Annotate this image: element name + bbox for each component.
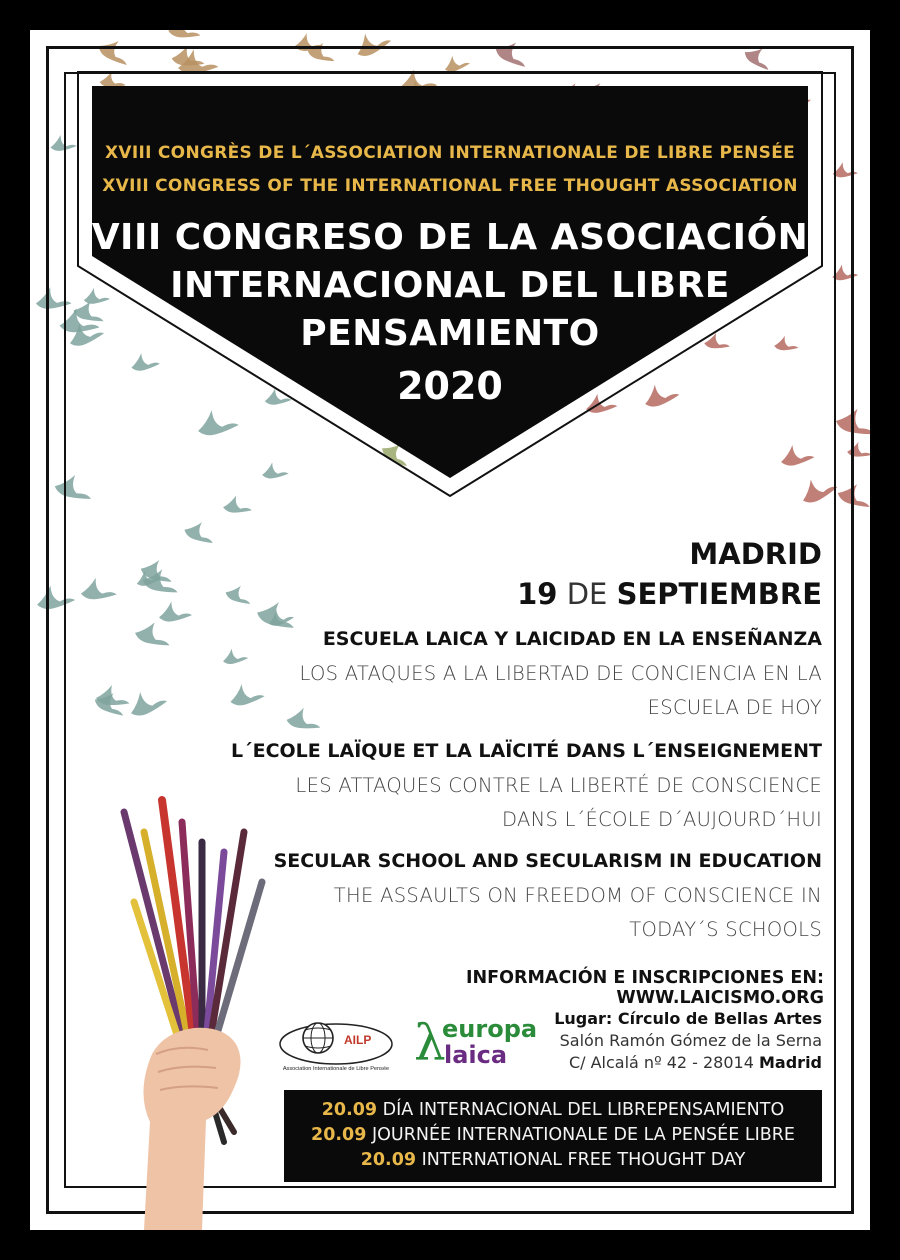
ailp-logo [278, 1014, 396, 1074]
day-line-fr [284, 1123, 822, 1148]
venue-address-prefix: C/ Alcalá nº 42 - 28014 [568, 1053, 754, 1072]
title-line-3: PENSAMIENTO [300, 313, 600, 354]
day-line-en [284, 1148, 822, 1173]
days-box [284, 1090, 822, 1182]
laica-word: laica [444, 1041, 508, 1069]
event-de: DE [566, 577, 608, 611]
topic-title-fr: L´ECOLE LAÏQUE ET LA LAÏCITÉ DANS L´ENSEIGNEMENT [231, 740, 822, 762]
info-registration: INFORMACIÓN E INSCRIPCIONES EN: WWW.LAICISMO.ORG [466, 968, 824, 1008]
globe-icon [303, 1023, 333, 1053]
day-date: 20.09 [360, 1150, 417, 1170]
event-day: 19 [517, 577, 558, 611]
lambda-icon: λ [414, 1014, 446, 1072]
title-year: 2020 [397, 364, 503, 408]
day-date: 20.09 [321, 1100, 378, 1120]
venue-address-city: Madrid [759, 1053, 822, 1072]
topic-subtitle-fr: LES ATTAQUES CONTRE LA LIBERTÉ DE CONSCIENCE DANS L´ÉCOLE D´AUJOURD´HUI [295, 774, 822, 831]
venue-address [554, 1052, 822, 1074]
event-city: MADRID [689, 537, 822, 571]
venue [554, 1008, 822, 1074]
day-line-es [284, 1098, 822, 1123]
header-english: XVIII CONGRESS OF THE INTERNATIONAL FREE THOUGHT ASSOCIATION [102, 176, 798, 196]
ailp-caption: Association Internationale de Libre Pensée [282, 1066, 390, 1072]
day-text: JOURNÉE INTERNATIONALE DE LA PENSÉE LIBRE [371, 1125, 795, 1145]
topic-title-es: ESCUELA LAICA Y LAICIDAD EN LA ENSEÑANZA [322, 628, 822, 650]
title-line-1: VIII CONGRESO DE LA ASOCIACIÓN [91, 217, 809, 258]
ailp-text: AILP [344, 1033, 372, 1047]
day-date: 20.09 [311, 1125, 367, 1145]
poster [30, 30, 870, 1230]
europa-word: europa [442, 1015, 538, 1043]
venue-room: Salón Ramón Gómez de la Serna [559, 1031, 822, 1050]
day-text: DÍA INTERNACIONAL DEL LIBREPENSAMIENTO [382, 1100, 785, 1120]
event-date [517, 577, 822, 611]
event-month: SEPTIEMBRE [616, 577, 822, 611]
topic-subtitle-en: THE ASSAULTS ON FREEDOM OF CONSCIENCE IN TODAY´S SCHOOLS [333, 884, 822, 941]
day-text: INTERNATIONAL FREE THOUGHT DAY [421, 1150, 746, 1170]
topic-title-en: SECULAR SCHOOL AND SECULARISM IN EDUCATION [273, 850, 822, 872]
title-line-2: INTERNACIONAL DEL LIBRE [170, 265, 730, 306]
europa-laica-logo [414, 1014, 538, 1072]
hand-with-pencils-icon [84, 792, 284, 1230]
header-french: XVIII CONGRÈS DE L´ASSOCIATION INTERNATIONALE DE LIBRE PENSÉE [104, 143, 796, 163]
page-title [90, 214, 810, 358]
topic-subtitle-es: LOS ATAQUES A LA LIBERTAD DE CONCIENCIA EN LA ESCUELA DE HOY [299, 662, 822, 719]
venue-label: Lugar: Círculo de Bellas Artes [554, 1009, 822, 1028]
